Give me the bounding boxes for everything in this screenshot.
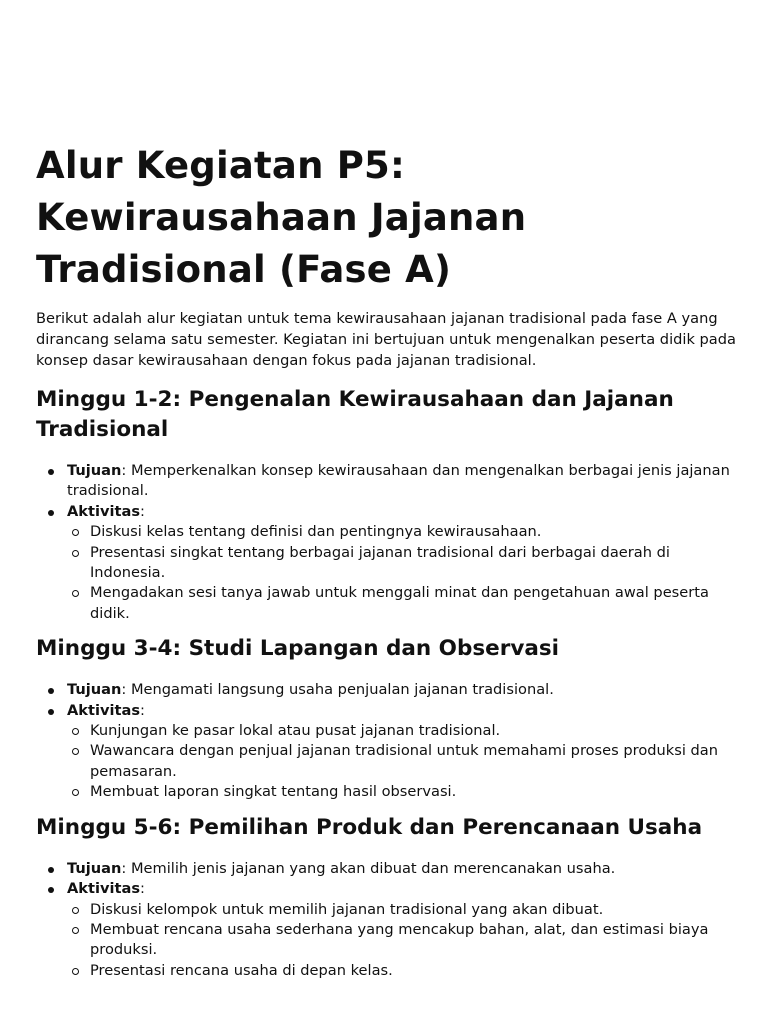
list-item: Wawancara dengan penjual jajanan tradisional untuk memahami proses produksi dan pemasaran.	[90, 741, 736, 782]
label-separator: :	[121, 859, 131, 877]
section-week-3-4	[36, 634, 736, 802]
tujuan-label: Tujuan	[67, 859, 122, 877]
list-item-tujuan	[67, 680, 736, 700]
list-item: Membuat rencana usaha sederhana yang mencakup bahan, alat, dan estimasi biaya produksi.	[90, 920, 736, 961]
list-item-aktivitas	[67, 502, 736, 624]
aktivitas-label: Aktivitas	[67, 880, 141, 898]
aktivitas-label: Aktivitas	[67, 502, 141, 520]
section-list	[36, 680, 736, 802]
section-week-5-6	[36, 813, 736, 981]
document-page	[36, 140, 736, 991]
label-colon: :	[140, 701, 145, 719]
section-heading: Minggu 3-4: Studi Lapangan dan Observasi	[36, 636, 560, 662]
label-separator: :	[121, 462, 131, 479]
tujuan-label: Tujuan	[67, 681, 122, 699]
list-item: Membuat laporan singkat tentang hasil observasi.	[90, 782, 736, 802]
intro-paragraph: Berikut adalah alur kegiatan untuk tema kewirausahaan jajanan tradisional pada fase A yang dirancang selama satu semester. Kegiatan ini bertujuan untuk mengenalkan peserta didik pada konsep dasar kewirausahaan dengan fokus pada jajanan tradisional.	[36, 310, 736, 369]
tujuan-label: Tujuan	[67, 462, 122, 479]
aktivitas-list	[67, 522, 736, 624]
tujuan-text: Memperkenalkan konsep kewirausahaan dan mengenalkan berbagai jenis jajanan tradisional.	[67, 462, 730, 500]
section-week-1-2	[36, 385, 736, 624]
list-item: Mengadakan sesi tanya jawab untuk menggali minat dan pengetahuan awal peserta didik.	[90, 583, 736, 624]
list-item: Presentasi singkat tentang berbagai jajanan tradisional dari berbagai daerah di Indonesia.	[90, 543, 736, 584]
aktivitas-label: Aktivitas	[67, 701, 141, 719]
section-heading: Minggu 1-2: Pengenalan Kewirausahaan dan Jajanan Tradisional	[36, 387, 674, 442]
list-item-aktivitas	[67, 701, 736, 803]
section-list	[36, 859, 736, 981]
label-colon: :	[140, 502, 145, 520]
list-item: Kunjungan ke pasar lokal atau pusat jajanan tradisional.	[90, 721, 736, 741]
tujuan-text: Memilih jenis jajanan yang akan dibuat dan merencanakan usaha.	[130, 859, 616, 877]
aktivitas-list	[67, 721, 736, 803]
list-item: Diskusi kelompok untuk memilih jajanan tradisional yang akan dibuat.	[90, 900, 736, 920]
list-item-aktivitas	[67, 879, 736, 981]
page-title: Alur Kegiatan P5: Kewirausahaan Jajanan Tradisional (Fase A)	[36, 144, 527, 291]
label-colon: :	[140, 880, 145, 898]
list-item: Diskusi kelas tentang definisi dan pentingnya kewirausahaan.	[90, 522, 736, 542]
list-item: Presentasi rencana usaha di depan kelas.	[90, 961, 736, 981]
label-separator: :	[121, 681, 131, 699]
section-heading: Minggu 5-6: Pemilihan Produk dan Perencanaan Usaha	[36, 814, 703, 840]
list-item-tujuan	[67, 859, 736, 879]
list-item-tujuan	[67, 461, 736, 502]
tujuan-text: Mengamati langsung usaha penjualan jajanan tradisional.	[130, 681, 554, 699]
aktivitas-list	[67, 900, 736, 982]
section-list	[36, 461, 736, 624]
